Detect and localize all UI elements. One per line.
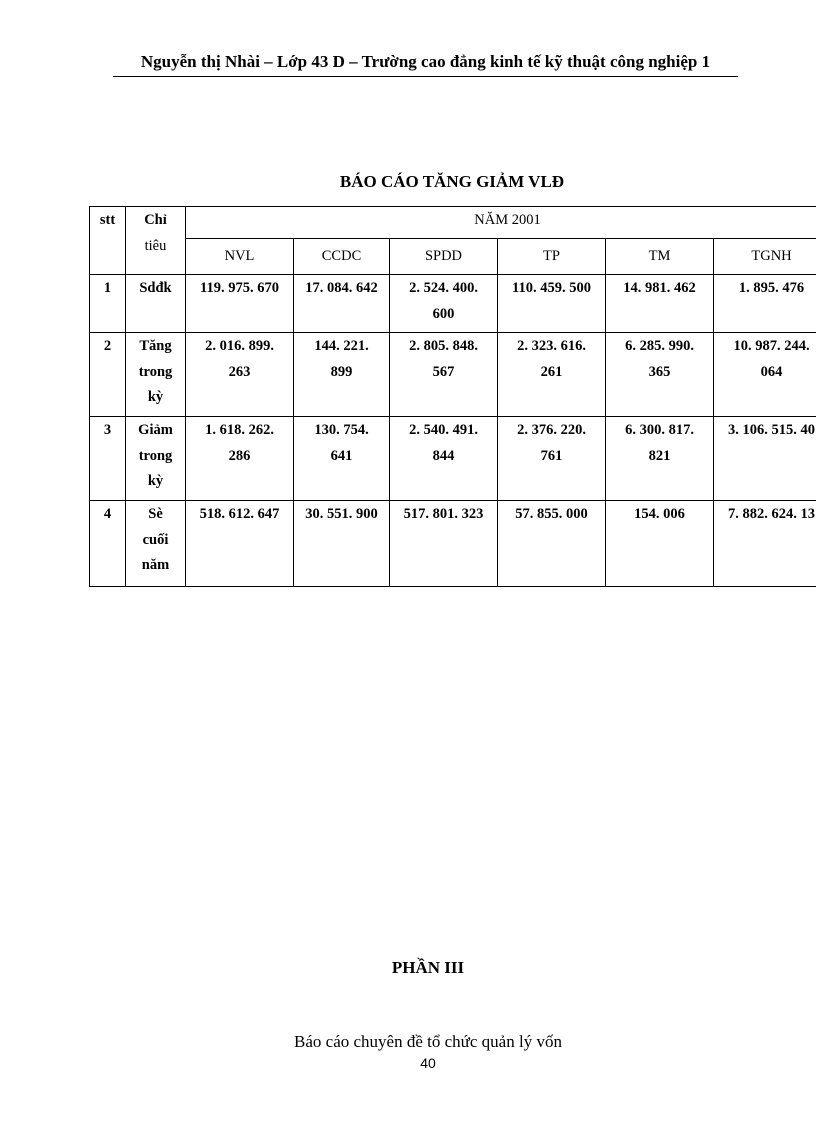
row-label-line: Tăng xyxy=(139,338,172,354)
value-line: 110. 459. 500 xyxy=(512,280,591,296)
value-line: 2. 540. 491. xyxy=(409,422,478,438)
value-line: 144. 221. xyxy=(314,338,369,354)
value-line: 130. 754. xyxy=(314,422,369,438)
row-label xyxy=(126,501,186,587)
column-header: CCDC xyxy=(294,239,390,275)
value-line: 6. 285. 990. xyxy=(625,338,694,354)
value-cell xyxy=(498,333,606,417)
column-header: SPDD xyxy=(390,239,498,275)
value-line: 600 xyxy=(432,305,455,322)
row-label xyxy=(126,417,186,501)
value-line: 10. 987. 244. xyxy=(733,338,810,354)
value-cell xyxy=(606,417,714,501)
row-label-line: trong xyxy=(138,363,173,380)
value-cell xyxy=(606,501,714,587)
value-line: 365 xyxy=(648,363,671,380)
value-cell xyxy=(294,275,390,333)
value-line: 2. 524. 400. xyxy=(409,280,478,296)
row-stt: 3 xyxy=(90,417,126,501)
table-row xyxy=(90,501,816,587)
row-stt: 4 xyxy=(90,501,126,587)
value-cell xyxy=(714,275,816,333)
row-label-line: Sè xyxy=(148,506,163,522)
row-label-line: Giảm xyxy=(138,422,173,438)
value-cell xyxy=(186,333,294,417)
value-line: 064 xyxy=(760,363,783,380)
column-header: TM xyxy=(606,239,714,275)
report-table-wrapper xyxy=(89,206,816,587)
value-cell xyxy=(294,333,390,417)
value-line: 518. 612. 647 xyxy=(199,506,280,522)
value-cell xyxy=(498,501,606,587)
value-line: 567 xyxy=(432,363,455,380)
column-header: TGNH xyxy=(714,239,816,275)
value-line: 1. 618. 262. xyxy=(205,422,274,438)
value-cell xyxy=(390,417,498,501)
value-line: 7. 882. 624. 13 xyxy=(728,506,816,522)
row-label-line: kỳ xyxy=(147,473,164,489)
row-label xyxy=(126,275,186,333)
value-cell xyxy=(390,333,498,417)
row-stt: 1 xyxy=(90,275,126,333)
value-line: 261 xyxy=(540,363,563,380)
value-cell xyxy=(294,417,390,501)
value-line: 6. 300. 817. xyxy=(625,422,694,438)
value-cell xyxy=(606,333,714,417)
value-cell xyxy=(714,333,816,417)
value-cell xyxy=(498,417,606,501)
value-line: 1. 895. 476 xyxy=(738,280,805,296)
row-label-line: kỳ xyxy=(147,389,164,405)
value-line: 641 xyxy=(330,447,353,464)
row-label xyxy=(126,333,186,417)
value-line: 14. 981. 462 xyxy=(623,280,696,296)
value-cell xyxy=(390,501,498,587)
header-chitieu-line1: Chỉ xyxy=(144,212,167,228)
header-year: NĂM 2001 xyxy=(186,207,816,239)
value-cell xyxy=(186,501,294,587)
value-cell xyxy=(390,275,498,333)
value-line: 263 xyxy=(228,363,251,380)
value-cell xyxy=(714,501,816,587)
part-title: PHẦN III xyxy=(391,958,465,977)
part-subtitle: Báo cáo chuyên đề tổ chức quản lý vốn xyxy=(294,1032,562,1051)
value-line: 2. 016. 899. xyxy=(205,338,274,354)
report-table xyxy=(89,206,816,587)
table-body xyxy=(90,207,816,587)
table-row xyxy=(90,333,816,417)
column-header: NVL xyxy=(186,239,294,275)
column-header: TP xyxy=(498,239,606,275)
value-line: 119. 975. 670 xyxy=(200,280,279,296)
row-label-line: Sdđk xyxy=(139,280,172,296)
value-line: 154. 006 xyxy=(634,506,685,522)
row-label-line: năm xyxy=(141,557,170,573)
value-line: 30. 551. 900 xyxy=(305,506,378,522)
header-chitieu-line2: tiêu xyxy=(144,237,167,254)
page-number: 40 xyxy=(420,1055,436,1071)
table-column-row xyxy=(90,239,816,275)
value-cell xyxy=(498,275,606,333)
value-cell xyxy=(186,417,294,501)
header-chitieu xyxy=(126,207,186,275)
report-title: BÁO CÁO TĂNG GIẢM VLĐ xyxy=(339,172,565,191)
value-line: 2. 805. 848. xyxy=(409,338,478,354)
page-header: Nguyễn thị Nhài – Lớp 43 D – Trường cao đẳng kinh tế kỹ thuật công nghiệp 1 xyxy=(113,52,738,77)
table-row xyxy=(90,417,816,501)
row-stt: 2 xyxy=(90,333,126,417)
value-line: 899 xyxy=(330,363,353,380)
value-cell xyxy=(714,417,816,501)
row-label-line: trong xyxy=(138,447,173,464)
value-line: 761 xyxy=(540,447,563,464)
header-stt: stt xyxy=(90,207,126,275)
value-line: 517. 801. 323 xyxy=(403,506,484,522)
value-cell xyxy=(606,275,714,333)
value-cell xyxy=(186,275,294,333)
table-row xyxy=(90,275,816,333)
value-line: 286 xyxy=(228,447,251,464)
value-line: 2. 376. 220. xyxy=(517,422,586,438)
value-line: 821 xyxy=(648,447,671,464)
value-line: 2. 323. 616. xyxy=(517,338,586,354)
value-line: 57. 855. 000 xyxy=(515,506,588,522)
value-line: 17. 084. 642 xyxy=(305,280,378,296)
value-line: 3. 106. 515. 40 xyxy=(728,422,816,438)
table-header-row xyxy=(90,207,816,239)
value-line: 844 xyxy=(432,447,455,464)
value-cell xyxy=(294,501,390,587)
row-label-line: cuối xyxy=(142,531,169,548)
